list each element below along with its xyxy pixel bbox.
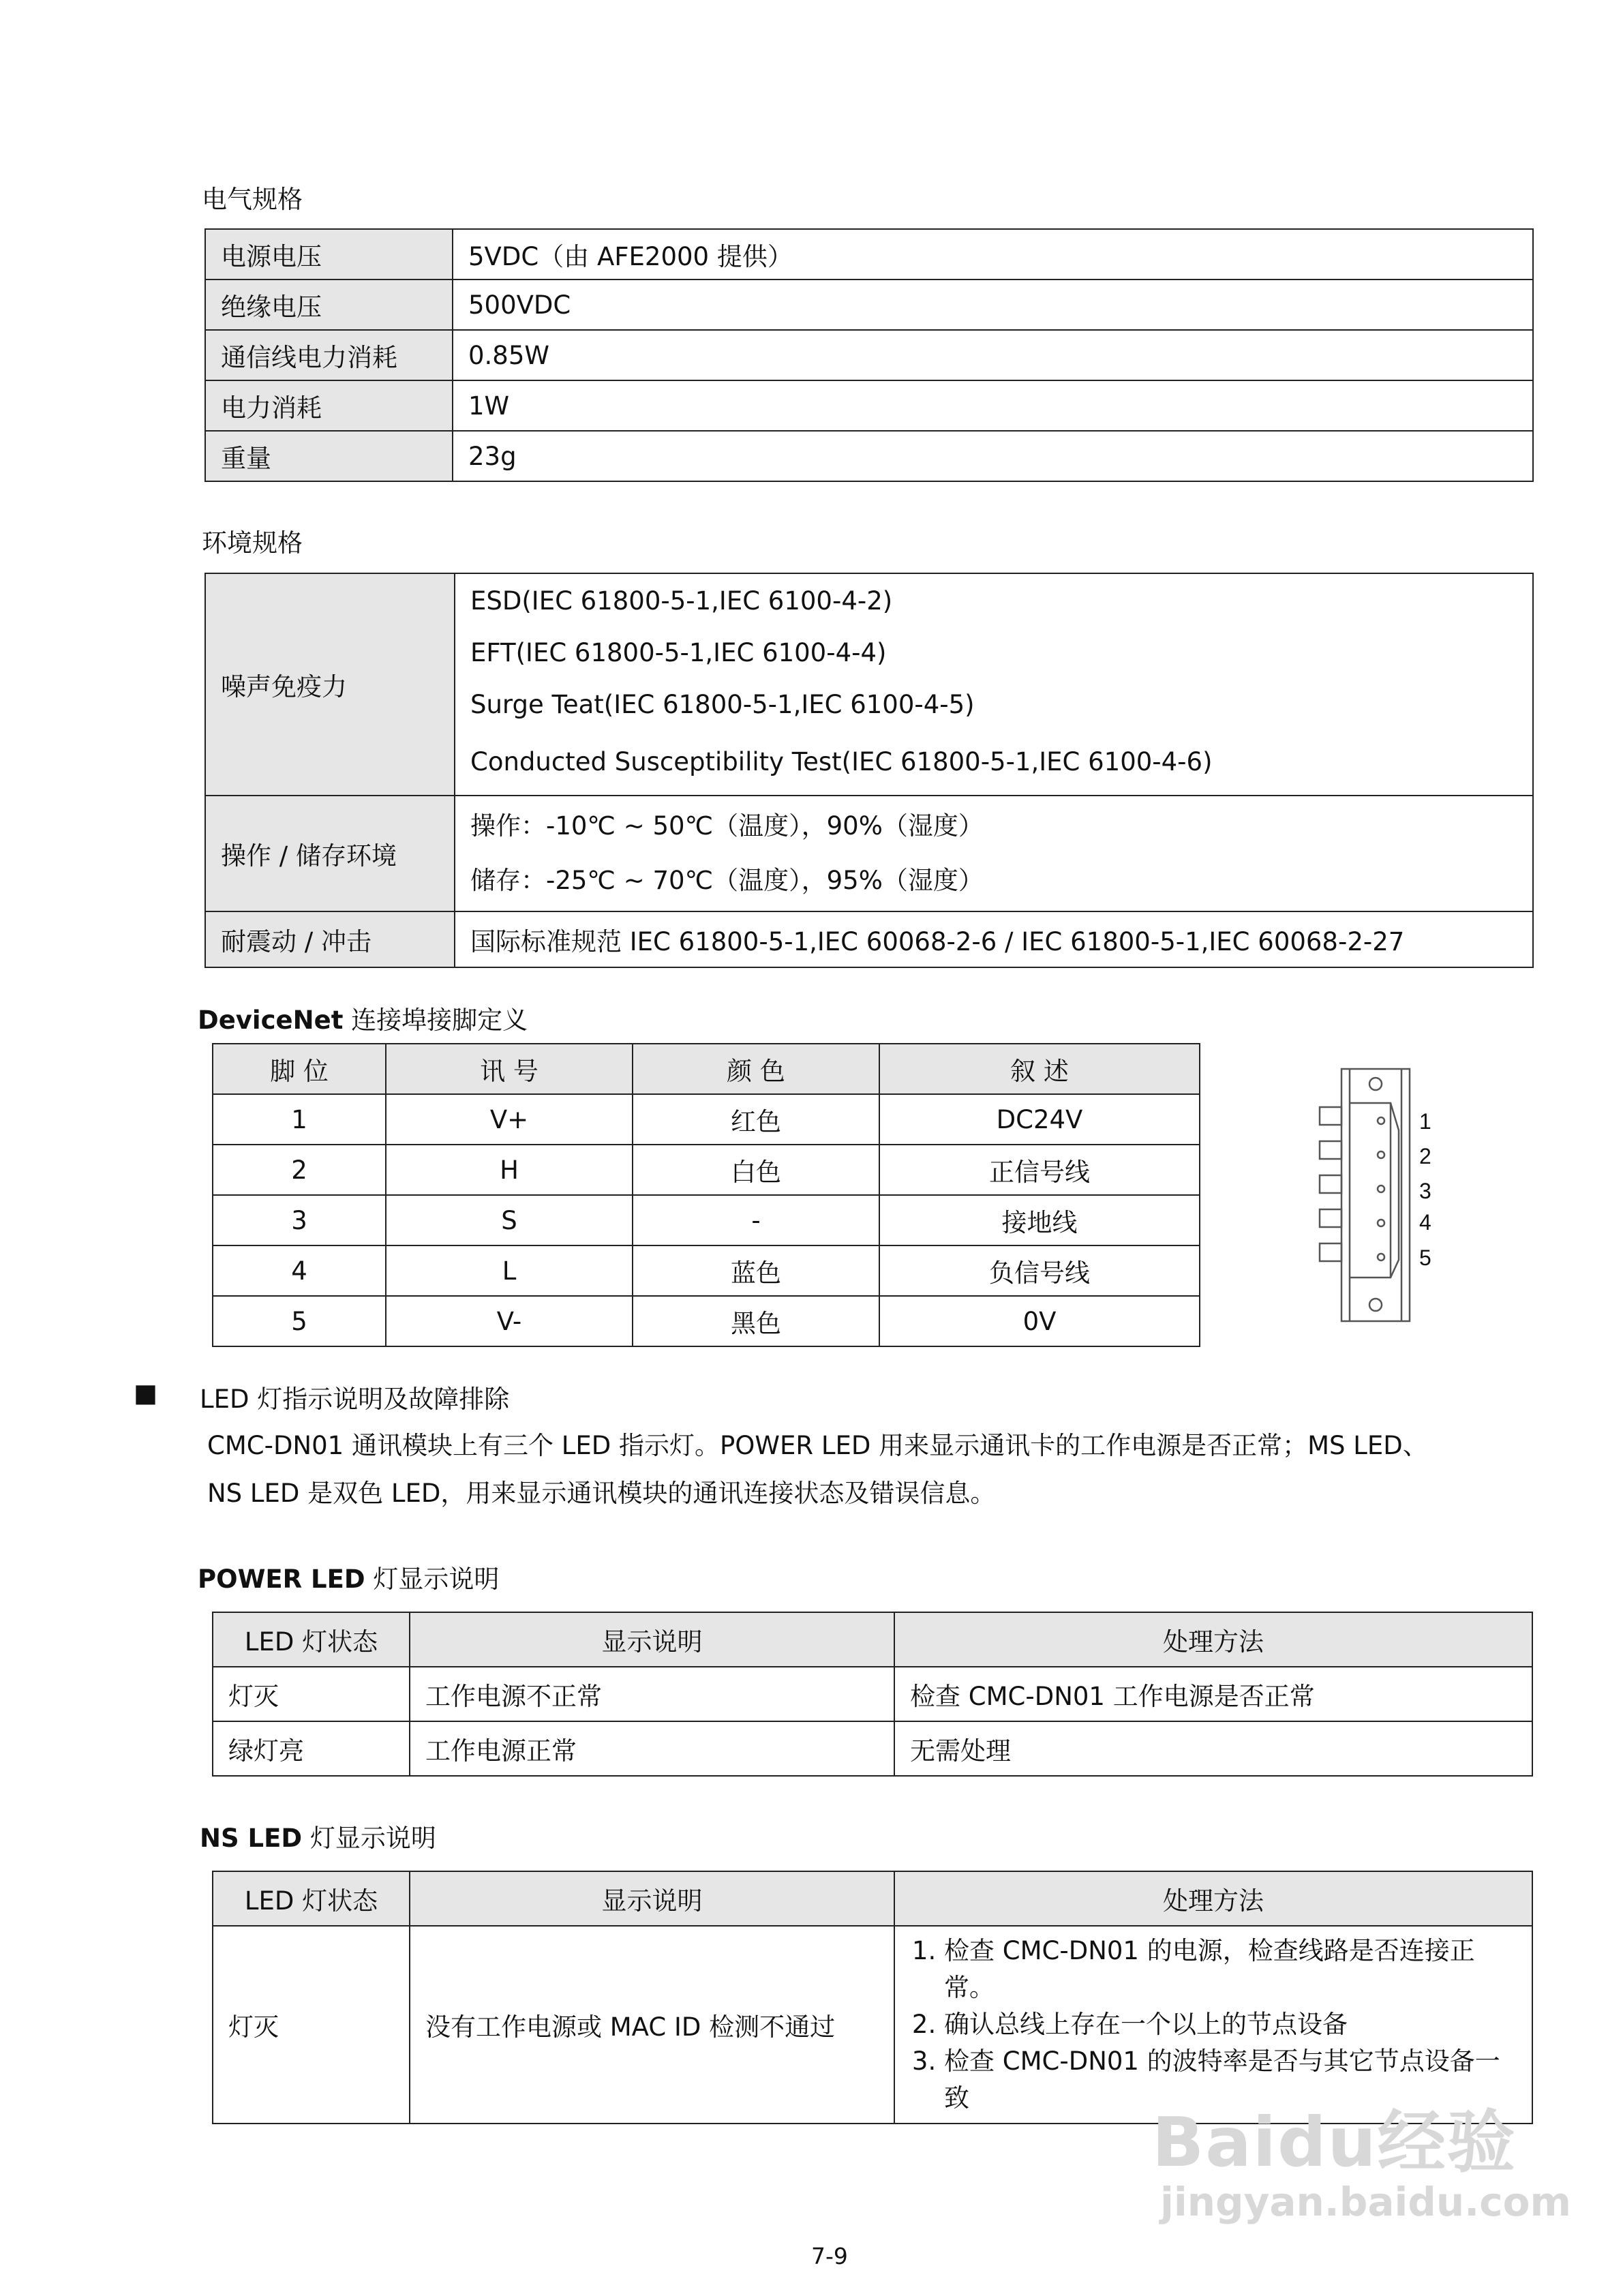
table-row (213, 1667, 1532, 1721)
table-row (205, 431, 1533, 481)
connector-diagram (1309, 1055, 1472, 1328)
noise-line: EFT(IEC 61800-5-1,IEC 6100-4-4) (470, 638, 887, 667)
column-header: 处理方法 (894, 1871, 1532, 1926)
environment-heading: 环境规格 (202, 528, 303, 558)
pin-signal: H (386, 1145, 633, 1195)
led-state: 灯灭 (213, 1667, 410, 1721)
pin-color: 黑色 (633, 1296, 879, 1346)
table-row (205, 229, 1533, 280)
electrical-heading: 电气规格 (202, 185, 303, 214)
page-number: 7-9 (811, 2243, 848, 2269)
spec-value: 0.85W (453, 330, 1533, 380)
watermark-logo: Baidu经验 (1152, 2102, 1517, 2182)
pin-number: 4 (213, 1245, 386, 1296)
ns-led-heading (200, 1817, 436, 1854)
power-led-heading (198, 1558, 499, 1595)
pin-number: 1 (213, 1094, 386, 1145)
pin-label: 5 (1419, 1245, 1431, 1270)
table-row (213, 1296, 1200, 1346)
pin-signal: S (386, 1195, 633, 1245)
devicenet-heading (198, 999, 528, 1036)
pin-description: DC24V (879, 1094, 1200, 1145)
operate-storage-label: 操作 / 储存环境 (205, 796, 455, 911)
pin-signal: V- (386, 1296, 633, 1346)
pin-description: 0V (879, 1296, 1200, 1346)
column-header: 显示说明 (410, 1871, 894, 1926)
column-header: LED 灯状态 (213, 1612, 410, 1667)
table-row (213, 1145, 1200, 1195)
mount-hole (1369, 1078, 1382, 1090)
pin-signal: V+ (386, 1094, 633, 1145)
column-header: 处理方法 (894, 1612, 1532, 1667)
pin-label: 1 (1419, 1109, 1431, 1134)
operate-storage-values (455, 796, 1533, 911)
ns-led-table (212, 1871, 1533, 2124)
pin-color: - (633, 1195, 879, 1245)
spec-label: 电源电压 (205, 229, 453, 280)
vibration-value: 国际标准规范 IEC 61800-5-1,IEC 60068-2-6 / IEC 61800-5-1,IEC 60068-2-27 (455, 911, 1533, 967)
ns-led-heading-bold: NS LED (200, 1824, 303, 1853)
watermark-url: jingyan.baidu.com (1160, 2179, 1571, 2225)
list-item: 1. 检查 CMC-DN01 的电源，检查线路是否连接正常。 (944, 1933, 1522, 2006)
pin-signal: L (386, 1245, 633, 1296)
table-row (205, 380, 1533, 431)
pin-label: 2 (1419, 1144, 1431, 1168)
vibration-label: 耐震动 / 冲击 (205, 911, 455, 967)
table-header-row (213, 1871, 1532, 1926)
spec-label: 电力消耗 (205, 380, 453, 431)
noise-line: Surge Teat(IEC 61800-5-1,IEC 6100-4-5) (470, 690, 975, 719)
noise-line: ESD(IEC 61800-5-1,IEC 6100-4-2) (470, 586, 893, 616)
table-row (205, 911, 1533, 967)
pin-holes (1378, 1117, 1384, 1260)
led-action: 检查 CMC-DN01 工作电源是否正常 (894, 1667, 1532, 1721)
table-row (213, 1721, 1532, 1776)
bullet-icon: ■ (134, 1378, 157, 1408)
pin-label: 3 (1419, 1179, 1431, 1203)
led-description: 没有工作电源或 MAC ID 检测不通过 (410, 1926, 894, 2124)
column-header: 显示说明 (410, 1612, 894, 1667)
led-description: 工作电源正常 (410, 1721, 894, 1776)
table-row (213, 1245, 1200, 1296)
led-section-paragraph (207, 1422, 1543, 1517)
pin-color: 红色 (633, 1094, 879, 1145)
list-item: 2. 确认总线上存在一个以上的节点设备 (944, 2006, 1522, 2043)
noise-line: Conducted Susceptibility Test(IEC 61800-5-1,IEC 6100-4-6) (470, 747, 1213, 776)
devicenet-heading-rest: 连接埠接脚定义 (343, 1006, 528, 1035)
pin-description: 正信号线 (879, 1145, 1200, 1195)
pin-description: 负信号线 (879, 1245, 1200, 1296)
spec-label: 重量 (205, 431, 453, 481)
pin-color: 白色 (633, 1145, 879, 1195)
pin-number: 3 (213, 1195, 386, 1245)
column-header: 讯 号 (386, 1044, 633, 1094)
led-description: 工作电源不正常 (410, 1667, 894, 1721)
column-header: 颜 色 (633, 1044, 879, 1094)
spec-value: 23g (453, 431, 1533, 481)
operate-line: 操作：-10℃ ~ 50℃（温度），90%（湿度） (470, 811, 984, 841)
spec-label: 绝缘电压 (205, 280, 453, 330)
devicenet-pin-table (212, 1043, 1200, 1347)
pin-number: 5 (213, 1296, 386, 1346)
table-row (213, 1195, 1200, 1245)
power-led-table (212, 1612, 1533, 1777)
spec-label: 通信线电力消耗 (205, 330, 453, 380)
led-state: 灯灭 (213, 1926, 410, 2124)
power-led-heading-rest: 灯显示说明 (365, 1565, 500, 1594)
pin-description: 接地线 (879, 1195, 1200, 1245)
table-row (205, 796, 1533, 911)
table-row (205, 280, 1533, 330)
ns-led-heading-rest: 灯显示说明 (302, 1824, 436, 1853)
power-led-heading-bold: POWER LED (198, 1565, 365, 1594)
table-row (205, 573, 1533, 796)
noise-immunity-values (455, 573, 1533, 796)
list-item: 3. 检查 CMC-DN01 的波特率是否与其它节点设备一致 (944, 2043, 1522, 2117)
table-row (213, 1094, 1200, 1145)
pin-color: 蓝色 (633, 1245, 879, 1296)
noise-immunity-label: 噪声免疫力 (205, 573, 455, 796)
operate-line: 储存：-25℃ ~ 70℃（温度），95%（湿度） (470, 866, 984, 895)
led-action: 无需处理 (894, 1721, 1532, 1776)
electrical-spec-table (204, 228, 1534, 482)
environment-spec-table (204, 573, 1534, 968)
table-header-row (213, 1612, 1532, 1667)
led-section-title: LED 灯指示说明及故障排除 (200, 1385, 510, 1414)
pin-tabs (1320, 1107, 1341, 1261)
column-header: LED 灯状态 (213, 1871, 410, 1926)
paragraph-line: CMC-DN01 通讯模块上有三个 LED 指示灯。POWER LED 用来显示通讯卡的工作电源是否正常；MS LED、 (207, 1431, 1428, 1460)
pin-number: 2 (213, 1145, 386, 1195)
spec-value: 1W (453, 380, 1533, 431)
column-header: 叙 述 (879, 1044, 1200, 1094)
paragraph-line: NS LED 是双色 LED，用来显示通讯模块的通讯连接状态及错误信息。 (207, 1479, 996, 1508)
table-row (205, 330, 1533, 380)
spec-value: 5VDC（由 AFE2000 提供） (453, 229, 1533, 280)
table-header-row (213, 1044, 1200, 1094)
led-state: 绿灯亮 (213, 1721, 410, 1776)
column-header: 脚 位 (213, 1044, 386, 1094)
spec-value: 500VDC (453, 280, 1533, 330)
devicenet-heading-bold: DeviceNet (198, 1006, 344, 1035)
mount-hole (1369, 1299, 1382, 1311)
pin-label: 4 (1419, 1210, 1431, 1235)
